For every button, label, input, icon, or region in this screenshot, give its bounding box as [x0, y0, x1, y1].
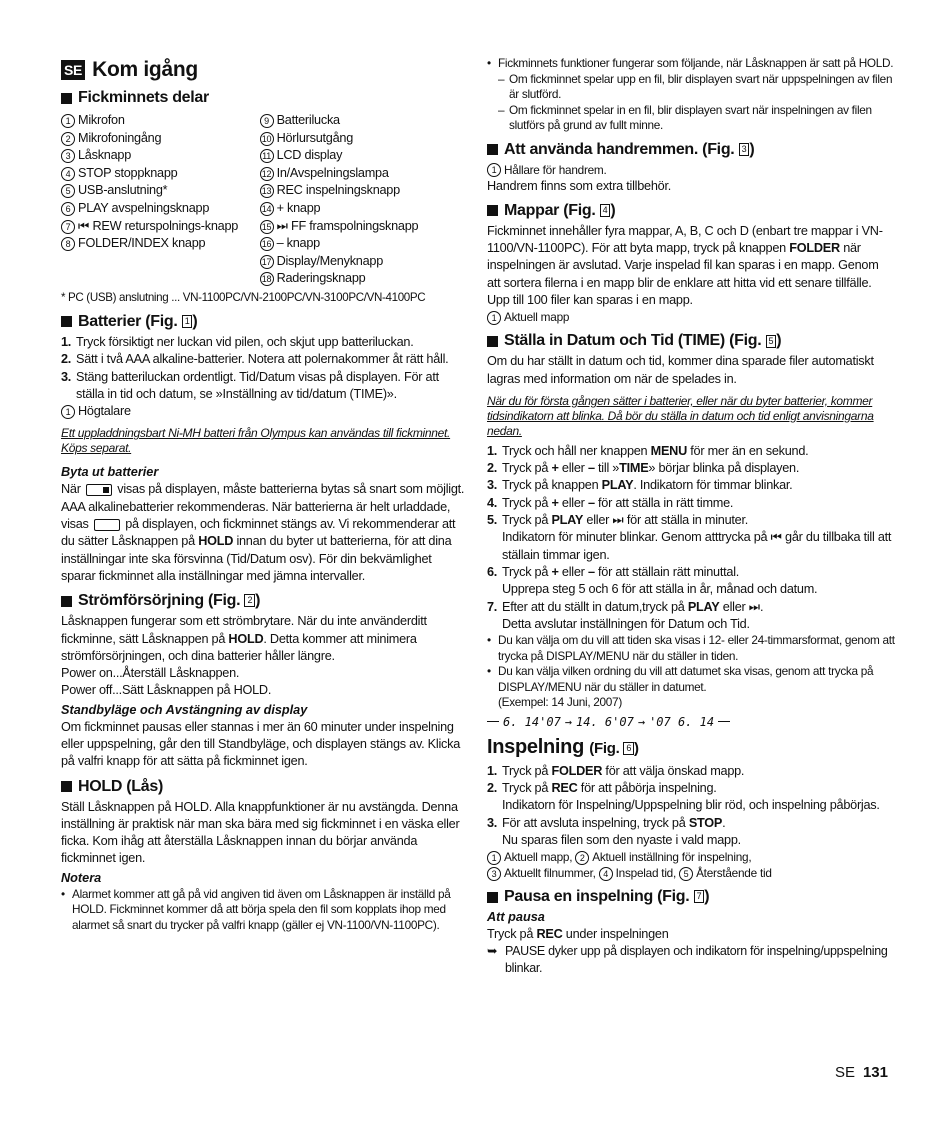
pause-subtitle: Att pausa — [487, 910, 545, 925]
parts-list-col1 — [61, 112, 260, 288]
lcd-format-2: 14. 6'07 — [576, 714, 634, 729]
page-number: 131 — [862, 1064, 888, 1081]
part-label: – knapp — [276, 236, 320, 251]
right-arrow-icon: ➥ — [487, 944, 498, 959]
standby-text: Om fickminnet pausas eller stannas i mer än 60 minuter under inspelning eller uppspelning, går den till Standbyläge, och displayen stängs av. Klicka på valfri knapp för att sätta på fickminnet igen. — [61, 719, 461, 769]
time-step: 3. Tryck på knappen PLAY. Indikatorn för timmar blinkar. — [487, 478, 793, 493]
power-off: Power off...Sätt Låsknappen på HOLD. — [61, 683, 272, 698]
parts-heading: Fickminnets delar — [61, 88, 466, 108]
square-bullet-icon — [61, 316, 72, 327]
page-footer — [835, 1064, 888, 1081]
time-heading: Ställa in Datum och Tid (TIME) (Fig. 5 ) — [487, 331, 895, 351]
time-step: 1. Tryck och håll ner knappen MENU för mer än en sekund. — [487, 443, 809, 458]
title-text: Kom igång — [92, 58, 198, 81]
square-bullet-icon — [487, 144, 498, 155]
part-number: 9 — [260, 114, 274, 128]
part-label: USB-anslutning* — [78, 183, 168, 198]
time-step: 4. Tryck på + eller – för att ställa in rätt timme. — [487, 495, 734, 510]
time-step: 7. Efter att du ställt in datum,tryck på PLAY eller ⏭. Detta avslutar inställningen för Datum och Tid. — [487, 599, 764, 631]
pause-heading: Pausa en inspelning (Fig. 7 ) — [487, 887, 895, 907]
part-number: 3 — [61, 149, 75, 163]
date-format-cycle — [487, 715, 895, 729]
note-subtitle: Notera — [61, 870, 102, 885]
part-item — [61, 165, 260, 183]
part-number: 6 — [61, 202, 75, 216]
part-number: 11 — [260, 149, 274, 163]
parts-list — [61, 112, 466, 288]
time-step: 6. Tryck på + eller – för att ställain rätt minuttal. Upprepa steg 5 och 6 för att ställa in år, månad och datum. — [487, 564, 818, 597]
folders-item: 1 Aktuell mapp — [487, 309, 895, 325]
speaker-item: 1 Högtalare — [61, 403, 466, 420]
part-number: 16 — [260, 237, 274, 251]
part-number: 13 — [260, 184, 274, 198]
part-item — [260, 147, 466, 165]
time-bullet: • Du kan välja om du vill att tiden ska visas i 12- eller 24-timmarsformat, genom att trycka på DISPLAY/MENU när du ställer in tiden. — [487, 633, 895, 663]
part-label: ⏭ FF framspolningsknapp — [276, 218, 419, 233]
part-label: In/Avspelningslampa — [276, 165, 389, 180]
square-bullet-icon — [61, 93, 72, 104]
part-number: 15 — [260, 220, 274, 234]
part-item — [61, 130, 260, 148]
part-label: Raderingsknapp — [276, 271, 366, 286]
part-number: 10 — [260, 132, 274, 146]
part-label: REC inspelningsknapp — [276, 183, 400, 198]
battery-step: 3. Stäng batteriluckan ordentligt. Tid/Datum visas på displayen. För att ställa in tid och datum, se »Inställning av tid/datum (TIME)». — [61, 369, 439, 401]
part-item — [260, 218, 466, 236]
hold-behaviour-bullet: • Fickminnets funktioner fungerar som följande, när Låsknappen är satt på HOLD. — [487, 56, 894, 70]
page-title — [61, 58, 466, 82]
part-label: + knapp — [276, 200, 321, 215]
square-bullet-icon — [61, 781, 72, 792]
part-item — [260, 182, 466, 200]
arrow-icon — [487, 721, 499, 722]
replace-battery-text: När visas på displayen, måste batterierna bytas så snart som möjligt. AAA alkalinebatterier rekommenderas. När batterierna är helt urladdade, visas på displayen, och fickminnet stängs av. Vi rekommenderar att du sätter Låsknappen på HOLD innan du byter ut batterierna, för att dina inställningar inte ska försvinna (Tid/Datum osv). För din bekvämlighet sparar fickminnet alla inställningar med jämna intervaller. — [61, 482, 465, 583]
arrow-icon: → — [637, 714, 646, 729]
part-number: 18 — [260, 272, 274, 286]
part-label: STOP stoppknapp — [78, 165, 178, 180]
part-item — [260, 200, 466, 218]
recording-heading: Inspelning (Fig. 6 ) — [487, 735, 639, 758]
battery-underline-note: Ett uppladdningsbart Ni-MH batteri från Olympus kan användas till fickminnet. Köps separat. — [61, 426, 451, 456]
pause-result: ➥ PAUSE dyker upp på displayen och indikatorn för inspelning/uppspelning blinkar. — [487, 944, 888, 976]
time-step: 5. Tryck på PLAY eller ⏭ för att ställa in minuter. Indikatorn för minuter blinkar. Genom atttrycka på ⏮ går du tillbaka till att ställain timmar igen. — [487, 513, 892, 562]
part-label: Mikrofon — [78, 113, 125, 127]
arrow-icon: → — [564, 714, 573, 729]
part-label: Batterilucka — [276, 113, 340, 127]
right-column — [487, 56, 895, 977]
pause-text: Tryck på REC under inspelningen — [487, 927, 669, 942]
lcd-format-1: 6. 14'07 — [503, 714, 561, 729]
part-item — [260, 253, 466, 271]
rec-step: 1. Tryck på FOLDER för att välja önskad mapp. — [487, 763, 745, 778]
part-label: Display/Menyknapp — [276, 253, 384, 268]
hold-heading: HOLD (Lås) — [61, 777, 466, 797]
part-item — [61, 218, 260, 236]
square-bullet-icon — [487, 205, 498, 216]
part-number: 2 — [61, 132, 75, 146]
battery-step: 2. Sätt i två AAA alkaline-batterier. Notera att polernakommer åt rätt håll. — [61, 352, 449, 367]
power-heading: Strömförsörjning (Fig. 2 ) — [61, 591, 466, 611]
standby-subtitle: Standbyläge och Avstängning av display — [61, 702, 308, 717]
rec-items: 3 Aktuellt filnummer, 4 Inspelad tid, 5 Återstående tid — [487, 865, 895, 881]
rec-step: 3. För att avsluta inspelning, tryck på STOP. Nu sparas filen som den nyaste i vald mapp. — [487, 815, 741, 847]
time-bullet: • Du kan välja vilken ordning du vill att datumet ska visas, genom att trycka på DISPLAY/MENU när du ställer in datumet. (Exempel: 14 Juni, 2007) — [487, 664, 874, 710]
part-number: 4 — [61, 167, 75, 181]
square-bullet-icon — [61, 596, 72, 607]
battery-low-icon — [86, 484, 112, 496]
part-item — [260, 130, 466, 148]
language-badge: SE — [61, 60, 85, 80]
arrow-icon — [718, 721, 730, 722]
hold-dash-item: – Om fickminnet spelar in en fil, blir displayen svart när inspelningen av filen slutförs på grund av fullt minne. — [498, 102, 872, 132]
part-number: 14 — [260, 202, 274, 216]
left-column — [61, 56, 466, 933]
folders-heading: Mappar (Fig. 4 ) — [487, 201, 895, 221]
battery-step: 1. Tryck försiktigt ner luckan vid pilen, och skjut upp batteriluckan. — [61, 334, 414, 349]
lcd-format-3: '07 6. 14 — [649, 714, 715, 729]
part-item — [260, 235, 466, 253]
part-number: 8 — [61, 237, 75, 251]
hold-dash-item: – Om fickminnet spelar upp en fil, blir displayen svart när uppspelningen av filen är slutförd. — [498, 71, 893, 101]
strap-text: Handrem finns som extra tillbehör. — [487, 178, 672, 193]
part-number: 1 — [61, 114, 75, 128]
strap-heading: Att använda handremmen. (Fig. 3 ) — [487, 140, 895, 160]
rec-items: 1 Aktuell mapp, 2 Aktuell inställning för inspelning, — [487, 849, 895, 865]
folders-text: Fickminnet innehåller fyra mappar, A, B, C och D (enbart tre mappar i VN-1100/VN-1100PC). För att byta mapp, tryck på knappen FOLDER när inspelningen är avslutad. Varje inspelad fil kan sparas i en mapp. Genom att sortera filerna i en mapp blir de enklare att hitta vid ett senare tillfälle. Upp till 100 filer kan sparas i en mapp. — [487, 223, 883, 307]
part-item — [260, 270, 466, 288]
square-bullet-icon — [487, 892, 498, 903]
part-number: 17 — [260, 255, 274, 269]
power-text: Låsknappen fungerar som ett strömbrytare. När du inte använderditt fickminne, sätt Låsknappen på HOLD. Detta kommer att minimera strömförsörjningen, och dina batterier håller längre. — [61, 614, 427, 663]
part-item — [61, 182, 260, 200]
part-item — [61, 112, 260, 130]
rec-step: 2. Tryck på REC för att påbörja inspelning. Indikatorn för Inspelning/Uppspelning blir röd, och inspelning påbörjas. — [487, 780, 880, 813]
part-label: PLAY avspelningsknapp — [78, 200, 210, 215]
part-label: FOLDER/INDEX knapp — [78, 236, 206, 251]
part-item — [260, 165, 466, 183]
time-underline-note: När du för första gången sätter i batterier, eller när du byter batterier, kommer tidsindikatorn att blinka. Då bör du ställa in datum och tid enligt anvisningarna nedan. — [487, 393, 874, 438]
square-bullet-icon — [487, 336, 498, 347]
power-on: Power on...Återställ Låsknappen. — [61, 666, 240, 681]
part-number: 7 — [61, 220, 75, 234]
part-label: Hörlursutgång — [276, 130, 354, 145]
part-item — [260, 112, 466, 130]
time-intro: Om du har ställt in datum och tid, kommer dina sparade filer automatiskt lagras med information om när de spelades in. — [487, 354, 874, 386]
part-label: LCD display — [276, 148, 343, 163]
part-label: Låsknapp — [78, 148, 132, 163]
part-number: 12 — [260, 167, 274, 181]
part-label: Mikrofoningång — [78, 130, 162, 145]
part-item — [61, 235, 260, 253]
parts-footnote: * PC (USB) anslutning ... VN-1100PC/VN-2100PC/VN-3100PC/VN-4100PC — [61, 290, 426, 304]
part-label: ⏮ REW returspolnings-knapp — [78, 218, 239, 233]
time-step: 2. Tryck på + eller – till »TIME» börjar blinka på displayen. — [487, 461, 800, 476]
hold-note-bullet: • Alarmet kommer att gå på vid angiven tid även om Låsknappen är inställd på HOLD. Fickminnet kommer då att börja spela den fil som kopplats ihop med alarmet så snart du trycker på valfri knapp (gäller ej VN-1100/VN-1100PC). — [61, 886, 451, 932]
parts-list-col2 — [260, 112, 466, 288]
battery-empty-icon — [94, 519, 120, 531]
part-item — [61, 147, 260, 165]
strap-item: 1 Hållare för handrem. — [487, 162, 895, 178]
battery-heading: Batterier (Fig. 1 ) — [61, 312, 466, 332]
replace-battery-subtitle: Byta ut batterier — [61, 465, 159, 480]
part-number: 5 — [61, 184, 75, 198]
part-item — [61, 200, 260, 218]
hold-text: Ställ Låsknappen på HOLD. Alla knappfunktioner är nu avstängda. Denna inställning är praktisk när man ska bära med sig fickminnet i en väska eller ficka. Kom ihåg att återställa Låsknappen innan du börjar använda fickminnet igen. — [61, 799, 460, 866]
footer-lang: SE — [834, 1064, 855, 1081]
